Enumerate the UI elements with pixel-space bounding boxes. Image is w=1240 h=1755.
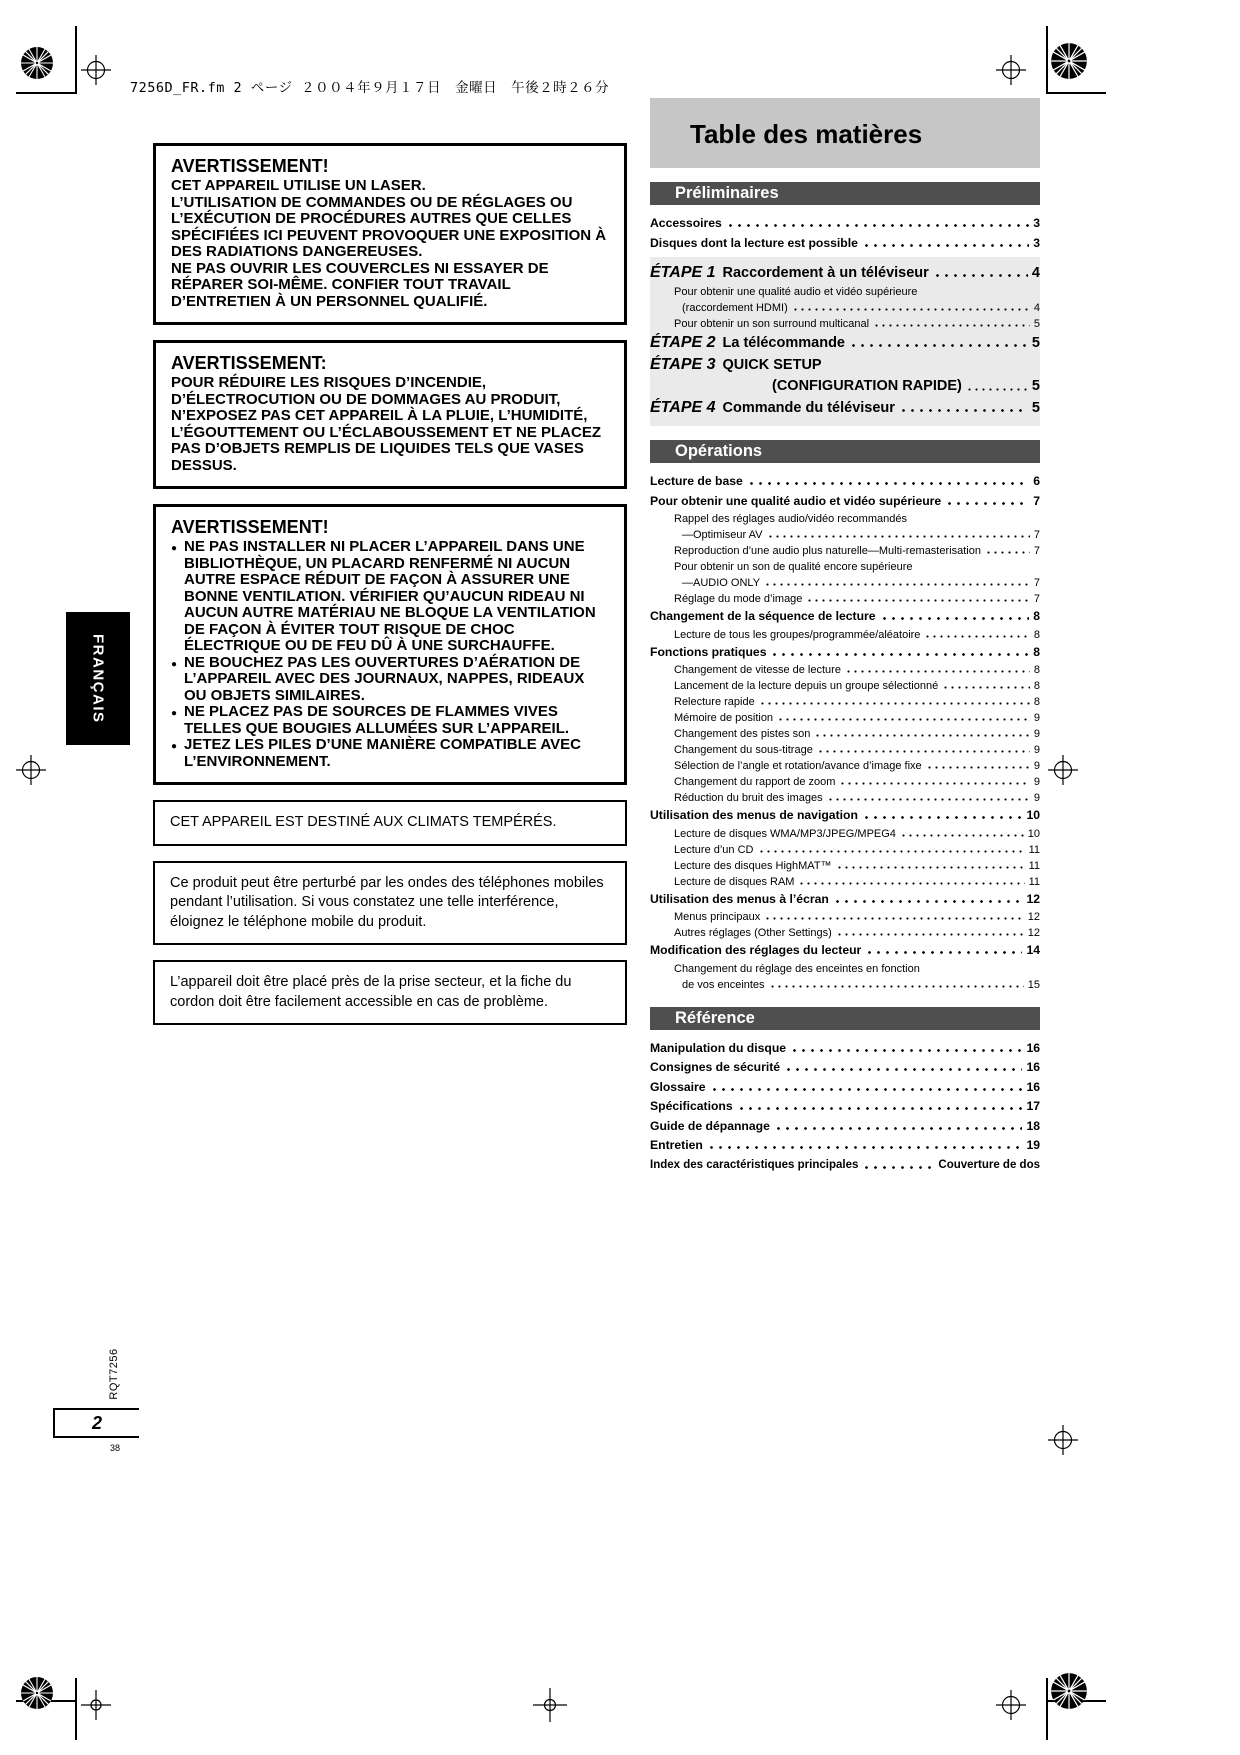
toc-entry-page: 3 <box>1033 235 1040 250</box>
dot-leader-icon <box>774 1117 1023 1137</box>
toc-step-prefix: ÉTAPE 3 <box>650 356 716 373</box>
toc-entry-page: 16 <box>1026 1079 1040 1094</box>
toc-entry-page: 9 <box>1033 728 1040 740</box>
toc-section-label: Référence <box>675 1008 755 1027</box>
toc-entry-page: 9 <box>1033 712 1040 724</box>
dot-leader-icon <box>839 774 1029 790</box>
toc-section-label: Opérations <box>675 442 763 460</box>
toc-entry-label: Entretien <box>650 1138 703 1152</box>
notice-title: AVERTISSEMENT! <box>171 517 329 537</box>
toc-subentry <box>650 527 1040 543</box>
toc-subentry-label: Autres réglages (Other Settings) <box>674 927 832 939</box>
toc-title: Table des matières <box>650 98 1040 168</box>
dot-leader-icon <box>764 575 1030 591</box>
notice-paragraph: NE PLACEZ PAS DE SOURCES DE FLAMMES VIVES TELLES QUE BOUGIES ALLUMÉES SUR L’APPAREIL. <box>184 703 570 737</box>
toc-subentry-label: Lancement de la lecture depuis un groupe sélectionné <box>674 680 939 692</box>
toc-entry <box>650 492 1040 512</box>
notice-paragraph: JETEZ LES PILES D’UNE MANIÈRE COMPATIBLE AVEC L’ENVIRONNEMENT. <box>184 736 581 770</box>
safety-notices <box>153 143 627 1040</box>
toc-subentry-label: Changement des pistes son <box>674 728 811 740</box>
crop-line <box>75 26 77 94</box>
dot-leader-icon <box>926 758 1030 774</box>
toc-entry-page: 8 <box>1033 644 1040 659</box>
toc-entry-label: Guide de dépannage <box>650 1118 770 1133</box>
toc-entry <box>650 806 1040 826</box>
toc-entry-page: 16 <box>1026 1060 1040 1074</box>
toc-step-label: Commande du téléviseur <box>722 400 895 416</box>
toc-entry-label: Manipulation du disque <box>650 1040 787 1055</box>
toc-section-header <box>650 182 1040 205</box>
toc-subentry-label: Réglage du mode d’image <box>674 593 803 605</box>
power-outlet-notice-box <box>153 960 627 1025</box>
toc-entry-page: 5 <box>1031 400 1040 416</box>
crop-line <box>1046 1678 1048 1740</box>
toc-entry-label: Lecture de base <box>650 474 743 488</box>
toc-subentry-label: Lecture de disques WMA/MP3/JPEG/MPEG4 <box>674 827 896 840</box>
dot-leader-icon <box>985 543 1030 559</box>
toc-entry-label: Modification des réglages du lecteur <box>650 943 862 957</box>
climate-notice-box <box>153 800 627 846</box>
toc-subentry <box>650 742 1040 758</box>
toc-entry-page: 14 <box>1026 943 1040 957</box>
toc-subentry <box>650 909 1040 925</box>
toc-subentry-label: de vos enceintes <box>682 978 765 991</box>
notice-paragraph: L’appareil doit être placé près de la prise secteur, et la fiche du cordon doit être facilement accessible en cas de problème. <box>170 974 572 1010</box>
toc-entry-page: 8 <box>1033 628 1040 641</box>
toc-step-prefix: ÉTAPE 1 <box>650 264 716 281</box>
toc-entry-page: 11 <box>1028 843 1040 856</box>
toc-step-prefix: ÉTAPE 2 <box>650 334 716 351</box>
dot-leader-icon <box>764 909 1024 925</box>
laser-warning-box <box>153 143 627 325</box>
toc-subentry-label: Pour obtenir une qualité audio et vidéo supérieure <box>674 286 918 298</box>
dot-leader-icon <box>806 591 1029 607</box>
dot-leader-icon <box>817 742 1030 758</box>
toc-entry-page: 12 <box>1027 911 1040 923</box>
notice-paragraph: NE BOUCHEZ PAS LES OUVERTURES D’AÉRATION DE L’APPAREIL AVEC DES JOURNAUX, NAPPES, RIDEAUX OU OBJETS SIMILAIRES. <box>184 653 585 704</box>
dot-leader-icon <box>827 790 1030 806</box>
toc-entry-page: 5 <box>1031 378 1040 394</box>
toc-subentry <box>650 662 1040 678</box>
toc-entry <box>650 472 1040 492</box>
toc-subentry <box>650 774 1040 790</box>
dot-leader-icon <box>966 376 1028 397</box>
toc-subentry-label: Pour obtenir un son de qualité encore supérieure <box>674 561 913 573</box>
toc-subentry <box>650 790 1040 806</box>
toc-entry-page: 9 <box>1033 760 1040 772</box>
notice-paragraph: POUR RÉDUIRE LES RISQUES D’INCENDIE, D’ÉLECTROCUTION OU DE DOMMAGES AU PRODUIT, N’EXPOSEZ PAS CET APPAREIL À LA PLUIE, L’HUMIDITÉ, L’ÉGOUTTEMENT OU L’ÉCLABOUSSEMENT ET NE PLACEZ PAS D’OBJETS REMPLIS DE LIQUIDES TELS QUE VASES DESSUS. <box>171 374 602 474</box>
toc-step-label: QUICK SETUP <box>722 357 822 373</box>
toc-entry-page: 9 <box>1033 776 1040 788</box>
crop-line <box>1046 26 1048 94</box>
toc-subentry <box>650 758 1040 774</box>
toc-entry <box>650 1078 1040 1098</box>
toc-step-entry <box>650 332 1040 354</box>
crosshair-icon <box>81 1690 111 1720</box>
toc-subentry <box>650 575 1040 591</box>
etape-steps-group <box>650 257 1040 426</box>
notice-bullet-item <box>171 737 609 770</box>
toc-subentry-label: Changement du réglage des enceintes en fonction <box>674 962 920 975</box>
dot-leader-icon <box>845 662 1030 678</box>
notice-paragraph: NE PAS INSTALLER NI PLACER L’APPAREIL DANS UNE BIBLIOTHÈQUE, UN PLACARD RENFERMÉ NI AUCUN AUTRE ESPACE RÉDUIT DE FAÇON À ASSURER UNE BONNE VENTILATION. VÉRIFIER QU’AUCUN RIDEAU NI AUCUN AUTRE MATÉRIAU NE BLOQUE LA VENTILATION DE FAÇON À ÉVITER TOUT RISQUE DE CHOC ÉLECTRIQUE OU DE FEU DÛ À UNE SURCHAUFFE. <box>184 538 596 654</box>
toc-entry <box>650 1097 1040 1117</box>
notice-paragraph: NE PAS OUVRIR LES COUVERCLES NI ESSAYER DE RÉPARER SOI-MÊME. CONFIER TOUT TRAVAIL D’ENTRETIEN À UN PERSONNEL QUALIFIÉ. <box>171 259 549 310</box>
dot-leader-icon <box>862 1156 934 1176</box>
toc-entry <box>650 643 1040 663</box>
toc-step-entry <box>650 354 1040 376</box>
toc-entry <box>650 1039 1040 1059</box>
toc-section-header <box>650 440 1040 463</box>
dot-leader-icon <box>777 710 1030 726</box>
page-number: 2 <box>91 1412 102 1433</box>
toc-entry <box>650 890 1040 910</box>
language-tab-label: FRANÇAIS <box>89 633 107 724</box>
toc-entry-page: 7 <box>1033 529 1040 541</box>
toc-subentry-label: Lecture de disques RAM <box>674 875 795 888</box>
toc-entry-label: Index des caractéristiques principales <box>650 1158 859 1171</box>
crosshair-circle-icon <box>996 1690 1026 1720</box>
dot-leader-icon <box>798 874 1024 890</box>
dot-leader-icon <box>790 1039 1022 1059</box>
toc-subentry-label: Pour obtenir un son surround multicanal <box>674 318 870 330</box>
toc-entry-label: Disques dont la lecture est possible <box>650 235 858 250</box>
dot-leader-icon <box>836 925 1024 941</box>
dot-leader-icon <box>865 941 1022 961</box>
dot-leader-icon <box>792 300 1030 316</box>
toc-entry-page: 10 <box>1027 827 1040 840</box>
toc-subentry-label: Mémoire de position <box>674 712 774 724</box>
bullet-icon: ● <box>171 543 178 554</box>
toc-entry-page: 8 <box>1033 609 1040 623</box>
notice-paragraph: Ce produit peut être perturbé par les ondes des téléphones mobiles pendant l’utilisation. Si vous constatez une telle interférence, éloignez le téléphone mobile du produit. <box>170 874 604 930</box>
notice-paragraph: L’UTILISATION DE COMMANDES OU DE RÉGLAGES OU L’EXÉCUTION DE PROCÉDURES AUTRES QUE CELLES SPÉCIFIÉES ICI PEUVENT PROVOQUER UNE EXPOSITION À DES RADIATIONS DANGEREUSES. <box>171 193 607 260</box>
toc-subentry <box>650 627 1040 643</box>
toc-body <box>650 182 1040 1175</box>
toc-entry <box>650 941 1040 961</box>
toc-subentry-label: (raccordement HDMI) <box>682 302 788 314</box>
toc-entry-label: Fonctions pratiques <box>650 644 767 659</box>
dot-leader-icon <box>873 316 1030 332</box>
dot-leader-icon <box>862 234 1029 254</box>
toc-entry-page: 5 <box>1031 335 1040 351</box>
toc-entry <box>650 607 1040 627</box>
crop-line <box>1046 92 1106 94</box>
crop-line <box>16 92 76 94</box>
toc-subentry-label: Changement du sous-titrage <box>674 744 813 756</box>
toc-entry <box>650 234 1040 254</box>
notice-bullet-item <box>171 655 609 705</box>
toc-entry-page: 11 <box>1028 859 1040 872</box>
toc-subentry <box>650 316 1040 332</box>
toc-subentry-label: Rappel des réglages audio/vidéo recommandés <box>674 513 907 525</box>
starburst-icon <box>1050 1672 1088 1710</box>
crop-line <box>75 1678 77 1740</box>
dot-leader-icon <box>710 1078 1023 1098</box>
notice-paragraph: CET APPAREIL EST DESTINÉ AUX CLIMATS TEMPÉRÉS. <box>170 814 557 830</box>
toc-entry-page: 7 <box>1033 577 1040 589</box>
dot-leader-icon <box>770 643 1029 663</box>
toc-subentry-label: —Optimiseur AV <box>682 529 763 541</box>
toc-entry-page: 8 <box>1033 664 1040 676</box>
toc-entry-page: 4 <box>1033 302 1040 314</box>
dot-leader-icon <box>737 1097 1023 1117</box>
moisture-warning-box <box>153 340 627 489</box>
toc-subentry-label: Lecture des disques HighMAT™ <box>674 859 832 872</box>
dot-leader-icon <box>880 607 1030 627</box>
toc-subentry-label: Lecture de tous les groupes/programmée/aléatoire <box>674 628 921 641</box>
toc-subentry <box>650 925 1040 941</box>
dot-leader-icon <box>849 332 1028 354</box>
toc-entry-page: 7 <box>1033 593 1040 605</box>
toc-entry-page: 18 <box>1026 1118 1040 1133</box>
toc-subentry-label: Réduction du bruit des images <box>674 792 823 804</box>
toc-entry-page: Couverture de dos <box>938 1158 1040 1171</box>
toc-entry-page: 6 <box>1033 474 1040 488</box>
toc-entry-page: 17 <box>1026 1099 1040 1113</box>
toc-subentry <box>650 874 1040 890</box>
toc-step-label: (CONFIGURATION RAPIDE) <box>772 378 962 394</box>
notice-title: AVERTISSEMENT: <box>171 353 327 373</box>
notice-bullet-item <box>171 539 609 655</box>
bullet-icon: ● <box>171 658 178 670</box>
toc-step-entry <box>650 397 1040 419</box>
toc-subentry <box>650 591 1040 607</box>
toc-entry-page: 8 <box>1033 680 1040 692</box>
toc-step-entry <box>650 376 1040 397</box>
toc-entry-page: 12 <box>1026 891 1040 906</box>
toc-entry-page: 3 <box>1033 216 1040 230</box>
toc-subentry-label: Changement de vitesse de lecture <box>674 664 841 676</box>
toc-step-label: La télécommande <box>722 335 845 351</box>
toc-section-header <box>650 1007 1040 1030</box>
ventilation-warning-box <box>153 504 627 785</box>
starburst-icon <box>20 1676 54 1710</box>
dot-leader-icon <box>767 527 1030 543</box>
toc-subentry <box>650 826 1040 842</box>
crosshair-circle-icon <box>1048 755 1078 785</box>
dot-leader-icon <box>707 1136 1023 1156</box>
notice-bullet-item <box>171 704 609 737</box>
dot-leader-icon <box>726 214 1029 234</box>
toc-entry-page: 4 <box>1031 265 1040 281</box>
toc-subentry <box>650 842 1040 858</box>
toc-entry-label: Utilisation des menus à l’écran <box>650 891 829 906</box>
crosshair-circle-icon <box>81 55 111 85</box>
toc-entry <box>650 1136 1040 1156</box>
crosshair-circle-icon <box>996 55 1026 85</box>
toc-entry <box>650 214 1040 234</box>
toc-subentry-label: Lecture d’un CD <box>674 843 754 856</box>
toc-section-label: Préliminaires <box>675 184 779 202</box>
dot-leader-icon <box>769 977 1024 993</box>
starburst-icon <box>1050 42 1088 80</box>
toc-subentry <box>650 678 1040 694</box>
toc-entry-label: Consignes de sécurité <box>650 1060 781 1074</box>
toc-step-entry <box>650 262 1040 284</box>
dot-leader-icon <box>899 397 1028 419</box>
dot-leader-icon <box>814 726 1030 742</box>
toc-step-prefix: ÉTAPE 4 <box>650 399 716 416</box>
crosshair-circle-icon <box>1048 1425 1078 1455</box>
dot-leader-icon <box>833 890 1023 910</box>
toc-entry-page: 9 <box>1033 792 1040 804</box>
toc-subentry <box>650 977 1040 993</box>
sheet-number: 38 <box>110 1443 121 1453</box>
toc-entry-label: Spécifications <box>650 1099 733 1113</box>
toc-entry <box>650 1058 1040 1078</box>
dot-leader-icon <box>784 1058 1022 1078</box>
toc-subentry <box>650 858 1040 874</box>
toc-entry-page: 19 <box>1026 1138 1040 1152</box>
toc-subentry <box>650 710 1040 726</box>
toc-entry-page: 8 <box>1033 696 1040 708</box>
document-code: RQT7256 <box>108 1348 120 1400</box>
table-of-contents <box>650 98 1040 1175</box>
toc-subentry <box>650 543 1040 559</box>
notice-paragraph: CET APPAREIL UTILISE UN LASER. <box>171 177 426 194</box>
toc-entry-label: Utilisation des menus de navigation <box>650 808 858 822</box>
toc-subentry-label: Relecture rapide <box>674 696 755 708</box>
dot-leader-icon <box>942 678 1030 694</box>
dot-leader-icon <box>758 842 1025 858</box>
toc-entry-page: 11 <box>1028 875 1040 888</box>
toc-entry-label: Pour obtenir une qualité audio et vidéo supérieure <box>650 493 942 508</box>
page-number-box <box>53 1408 139 1438</box>
toc-entry <box>650 1156 1040 1176</box>
toc-entry-label: Changement de la séquence de lecture <box>650 609 876 623</box>
toc-subentry-label: Sélection de l’angle et rotation/avance d’image fixe <box>674 760 922 772</box>
toc-entry-label: Glossaire <box>650 1079 706 1094</box>
dot-leader-icon <box>945 492 1029 512</box>
toc-entry-label: Accessoires <box>650 216 722 230</box>
dot-leader-icon <box>759 694 1030 710</box>
toc-entry-page: 7 <box>1033 545 1040 557</box>
print-proof-header: 7256D_FR.fm 2 ページ ２００４年９月１７日 金曜日 午後２時２６分 <box>130 80 610 96</box>
starburst-icon <box>20 46 54 80</box>
toc-entry-page: 15 <box>1027 978 1040 991</box>
crosshair-icon <box>533 1688 567 1722</box>
toc-subentry-label: —AUDIO ONLY <box>682 577 761 589</box>
notice-title: AVERTISSEMENT! <box>171 156 329 176</box>
toc-entry-page: 16 <box>1026 1040 1040 1055</box>
dot-leader-icon <box>924 627 1029 643</box>
dot-leader-icon <box>933 262 1028 284</box>
dot-leader-icon <box>900 826 1024 842</box>
dot-leader-icon <box>747 472 1029 492</box>
bullet-icon: ● <box>171 708 178 719</box>
toc-entry-page: 7 <box>1033 493 1040 508</box>
toc-entry-page: 12 <box>1027 927 1040 939</box>
toc-entry-page: 5 <box>1033 318 1040 330</box>
bullet-icon: ● <box>171 741 178 752</box>
toc-subentry <box>650 300 1040 316</box>
crosshair-circle-icon <box>16 755 46 785</box>
toc-entry <box>650 1117 1040 1137</box>
toc-subentry-label: Changement du rapport de zoom <box>674 776 836 788</box>
toc-entry-page: 10 <box>1026 808 1040 822</box>
toc-subentry <box>650 694 1040 710</box>
toc-subentry <box>650 726 1040 742</box>
toc-entry-page: 9 <box>1033 744 1040 756</box>
toc-step-label: Raccordement à un téléviseur <box>722 265 929 281</box>
dot-leader-icon <box>862 806 1023 826</box>
dot-leader-icon <box>836 858 1025 874</box>
language-tab <box>66 612 130 745</box>
toc-subentry-label: Reproduction d’une audio plus naturelle—Multi-remasterisation <box>674 545 981 557</box>
toc-subentry-label: Menus principaux <box>674 911 761 923</box>
mobile-interference-notice-box <box>153 861 627 946</box>
